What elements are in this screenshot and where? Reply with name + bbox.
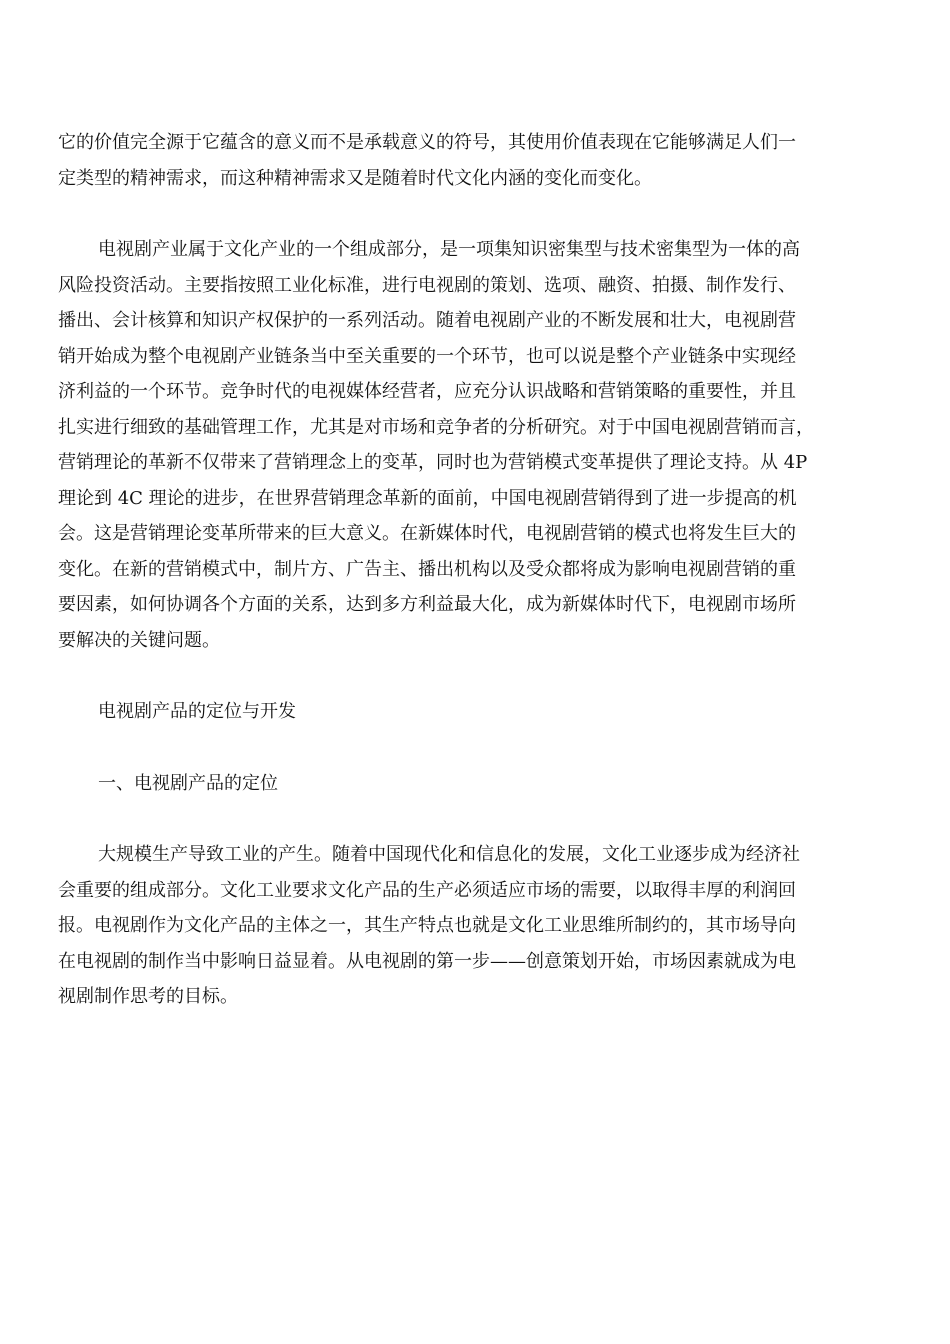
text-line: 大规模生产导致工业的产生。随着中国现代化和信息化的发展，文化工业逐步成为经济社 (98, 844, 800, 865)
text-line: 要因素，如何协调各个方面的关系，达到多方利益最大化，成为新媒体时代下，电视剧市场所 (58, 594, 796, 615)
text-line: 要解决的关键问题。 (58, 629, 220, 651)
text-line: 会重要的组成部分。文化工业要求文化产品的生产必须适应市场的需要，以取得丰厚的利润回 (58, 879, 796, 901)
subsection-heading-text: 一、电视剧产品的定位 (98, 772, 278, 794)
text-line: 扎实进行细致的基础管理工作，尤其是对市场和竞争者的分析研究。对于中国电视剧营销而言， (58, 416, 814, 438)
text-line: 报。电视剧作为文化产品的主体之一，其生产特点也就是文化工业思维所制约的，其市场导向 (58, 915, 796, 936)
text-line: 在电视剧的制作当中影响日益显着。从电视剧的第一步——创意策划开始，市场因素就成为电 (58, 950, 796, 972)
text-line: 理论到 4C 理论的进步，在世界营销理念革新的面前，中国电视剧营销得到了进一步提高的机 (58, 487, 797, 509)
text-line: 它的价值完全源于它蕴含的意义而不是承载意义的符号，其使用价值表现在它能够满足人们一 (58, 132, 796, 153)
section-heading (58, 694, 898, 730)
text-line: 会。这是营销理论变革所带来的巨大意义。在新媒体时代，电视剧营销的模式也将发生巨大的 (58, 523, 796, 544)
paragraph-tv-drama-industry (58, 232, 898, 658)
subsection-heading (58, 766, 898, 802)
text-line: 济利益的一个环节。竞争时代的电视媒体经营者，应充分认识战略和营销策略的重要性，并且 (58, 381, 796, 402)
text-line: 电视剧产业属于文化产业的一个组成部分，是一项集知识密集型与技术密集型为一体的高 (98, 239, 800, 260)
text-line: 定类型的精神需求，而这种精神需求又是随着时代文化内涵的变化而变化。 (58, 167, 652, 189)
text-line: 风险投资活动。主要指按照工业化标准，进行电视剧的策划、选项、融资、拍摄、制作发行、 (58, 274, 796, 296)
text-line: 营销理论的革新不仅带来了营销理念上的变革，同时也为营销模式变革提供了理论支持。从 4P (58, 452, 808, 473)
text-line: 视剧制作思考的目标。 (58, 986, 238, 1007)
text-line: 播出、会计核算和知识产权保护的一系列活动。随着电视剧产业的不断发展和壮大，电视剧营 (58, 310, 796, 331)
paragraph-value-of-culture (58, 125, 898, 196)
document-page (58, 125, 898, 1015)
paragraph-mass-production (58, 837, 898, 1015)
section-heading-text: 电视剧产品的定位与开发 (98, 701, 296, 722)
text-line: 变化。在新的营销模式中，制片方、广告主、播出机构以及受众都将成为影响电视剧营销的重 (58, 558, 796, 580)
text-line: 销开始成为整个电视剧产业链条当中至关重要的一个环节，也可以说是整个产业链条中实现经 (58, 345, 796, 367)
